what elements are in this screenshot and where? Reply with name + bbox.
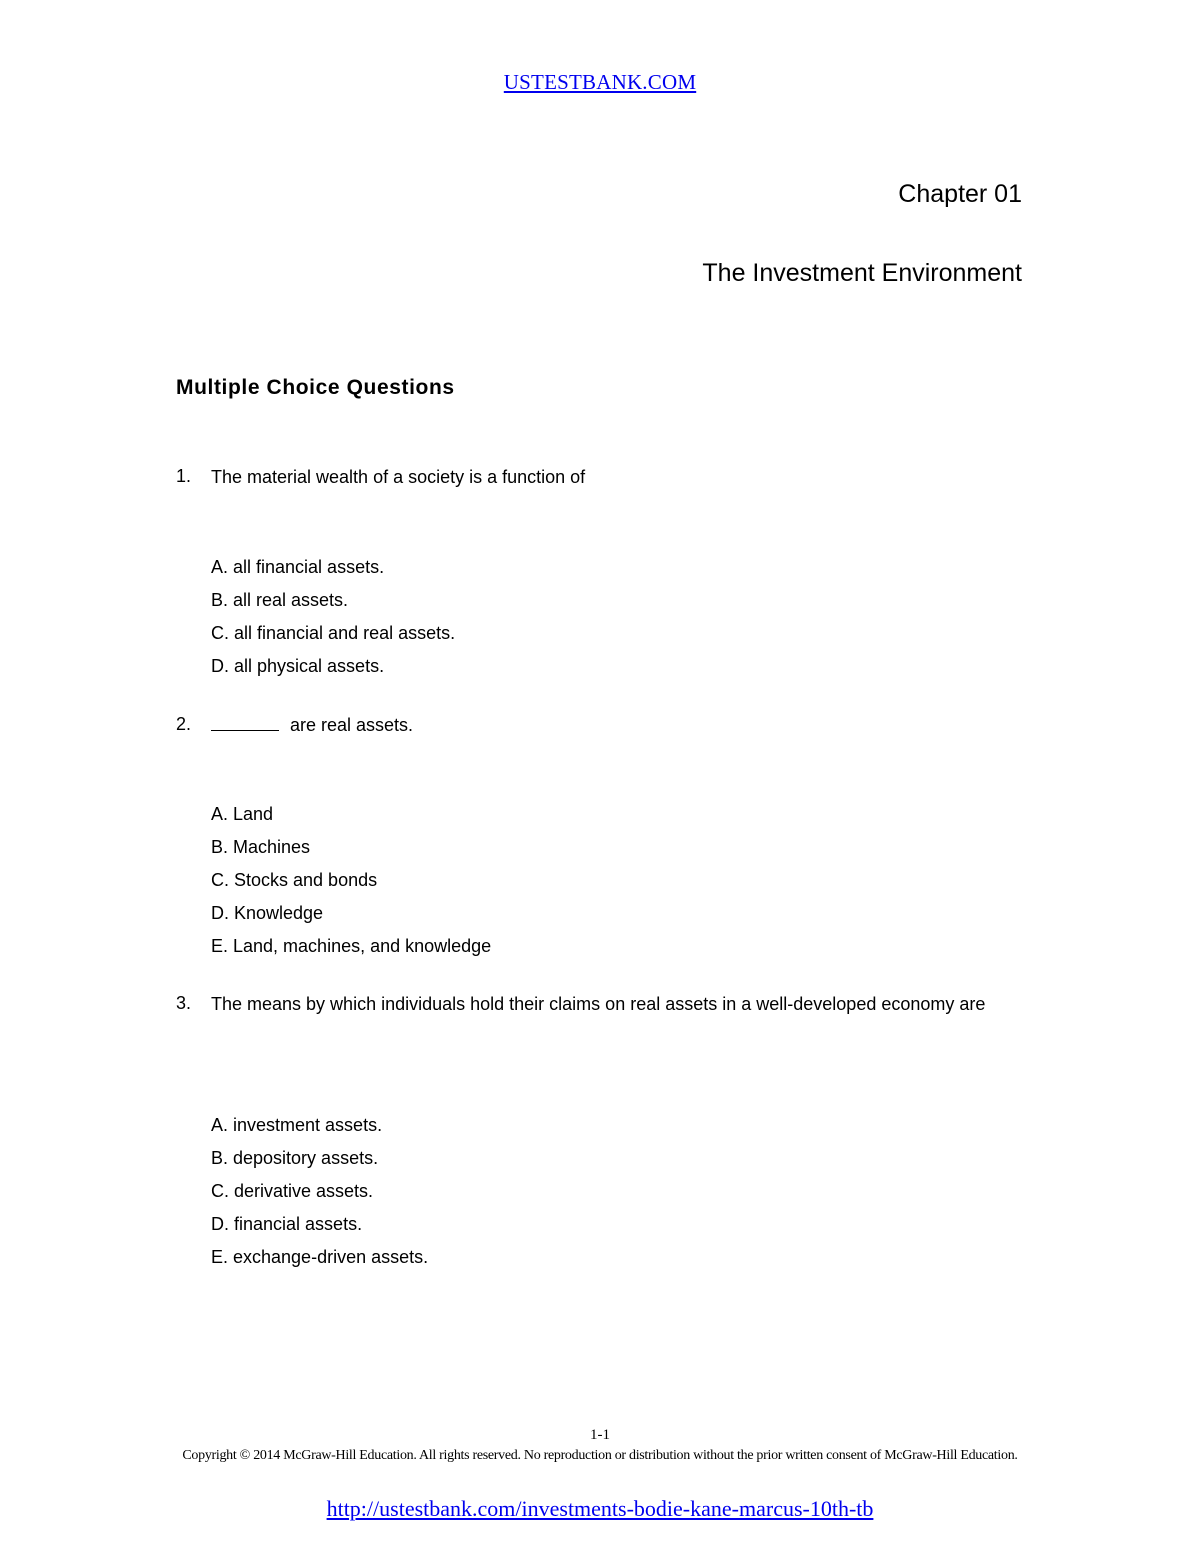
answer-option: D. Knowledge — [211, 903, 324, 923]
answer-option: C. Stocks and bonds — [211, 870, 378, 890]
question-text: The means by which individuals hold their claims on real assets in a well-developed economy are — [211, 994, 986, 1014]
page-number: 1-1 — [590, 1427, 610, 1443]
answer-option: B. all real assets. — [211, 590, 349, 610]
answer-blank — [211, 714, 279, 731]
answer-option: C. derivative assets. — [211, 1181, 374, 1201]
chapter-title: The Investment Environment — [702, 259, 1022, 287]
answer-option: B. depository assets. — [211, 1148, 379, 1168]
chapter-number: Chapter 01 — [898, 180, 1022, 208]
answer-option: E. Land, machines, and knowledge — [211, 936, 492, 956]
answer-option: E. exchange-driven assets. — [211, 1247, 429, 1267]
answer-option: A. investment assets. — [211, 1115, 383, 1135]
question-line — [211, 710, 1031, 740]
question-number: 3. — [176, 993, 192, 1013]
question-text: are real assets. — [285, 715, 414, 735]
answer-option: D. all physical assets. — [211, 656, 385, 676]
question-number: 1. — [176, 466, 192, 486]
copyright-notice: Copyright © 2014 McGraw-Hill Education. All rights reserved. No reproduction or distribution without the prior written consent of McGraw-Hill Education. — [182, 1448, 1018, 1463]
header-site-link[interactable]: USTESTBANK.COM — [503, 70, 697, 94]
footer-url-link[interactable]: http://ustestbank.com/investments-bodie-kane-marcus-10th-tb — [326, 1496, 874, 1521]
question-number: 2. — [176, 714, 192, 734]
question-text: The material wealth of a society is a function of — [211, 467, 586, 487]
answer-option: C. all financial and real assets. — [211, 623, 456, 643]
answer-option: A. all financial assets. — [211, 557, 385, 577]
answer-option: D. financial assets. — [211, 1214, 363, 1234]
section-heading: Multiple Choice Questions — [176, 376, 455, 399]
answer-option: A. Land — [211, 804, 274, 824]
answer-option: B. Machines — [211, 837, 311, 857]
